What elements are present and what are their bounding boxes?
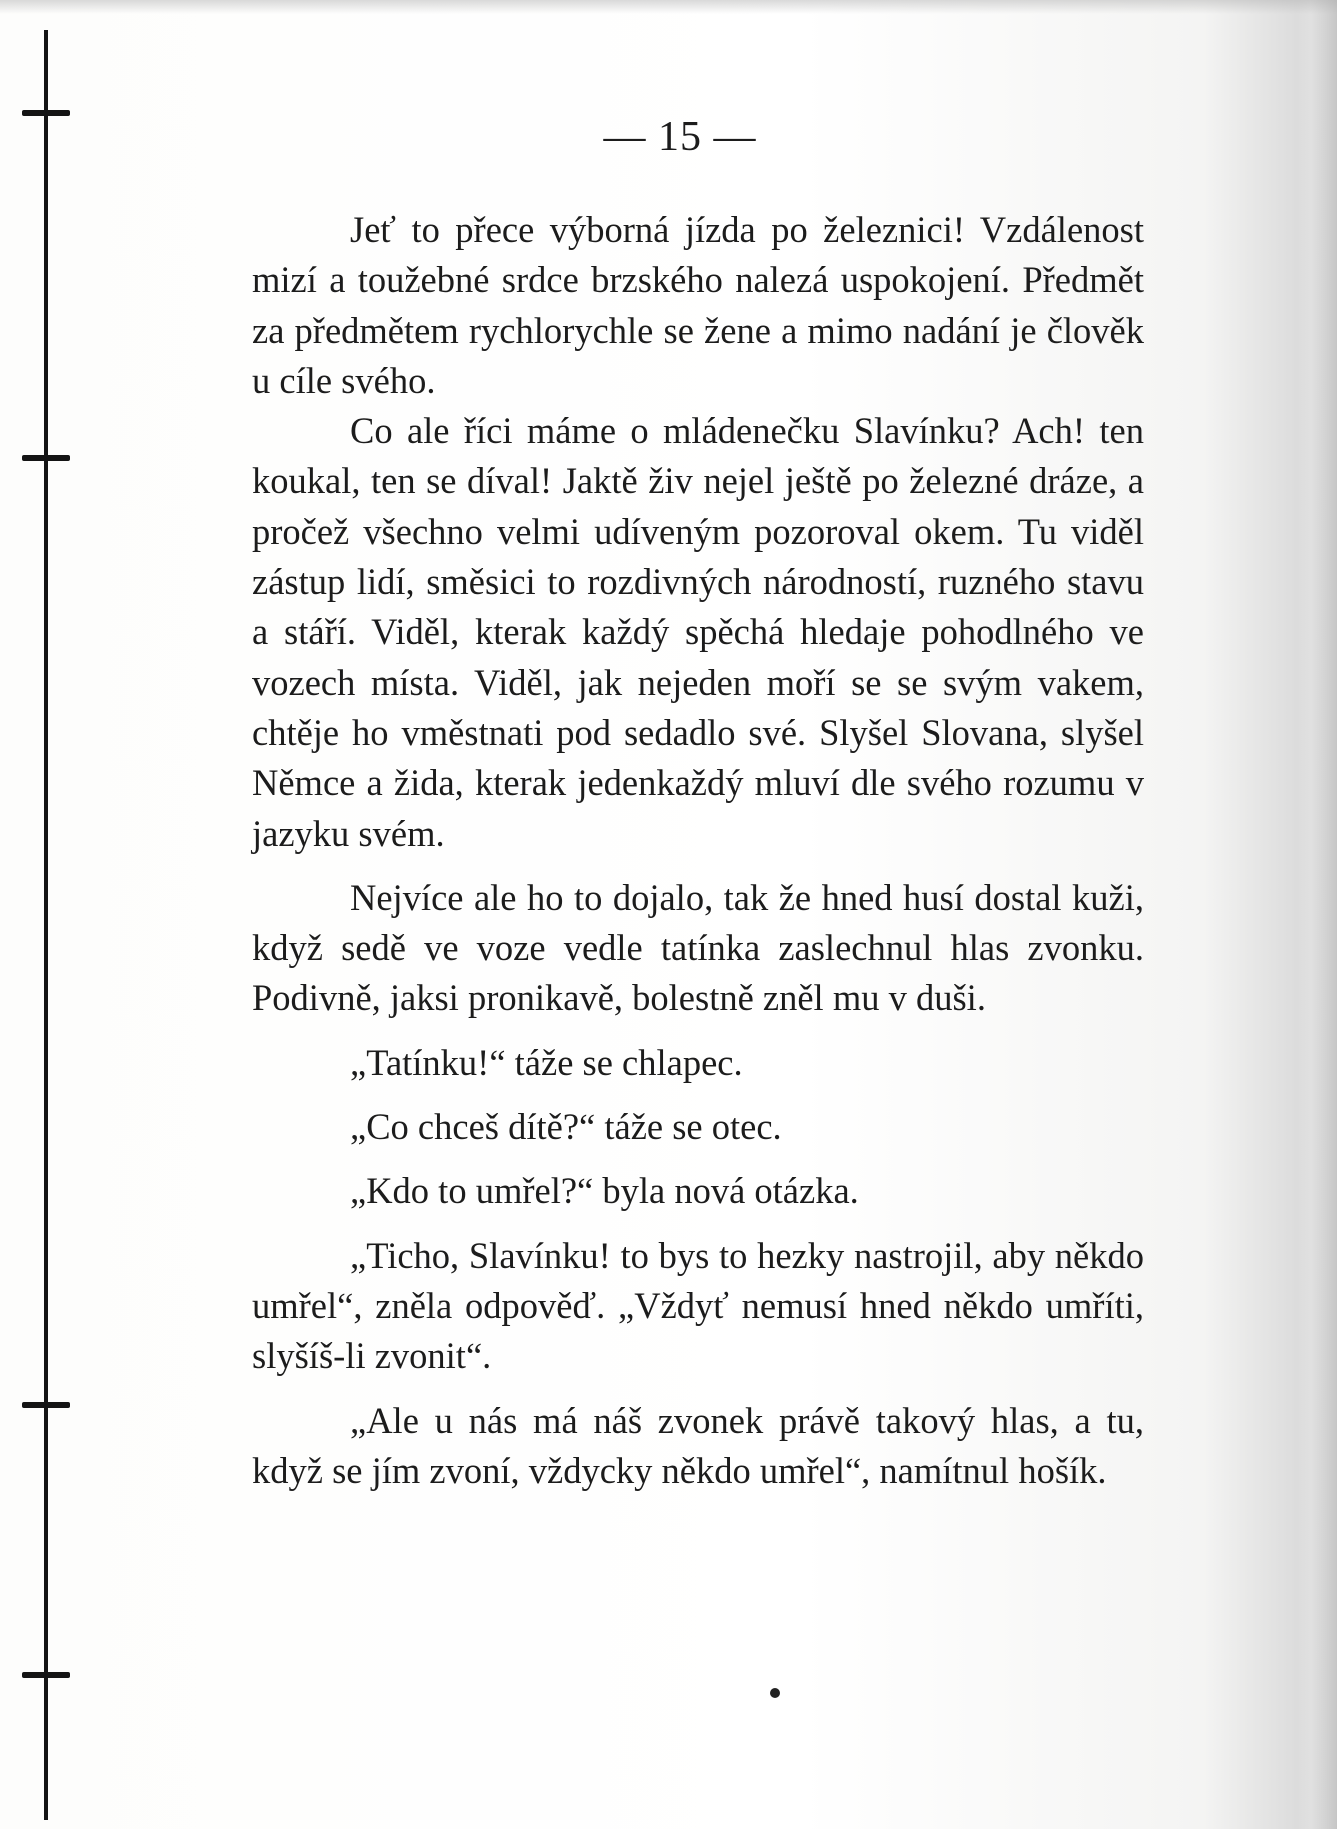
- paragraph: Nejvíce ale ho to dojalo, tak že hned husí dostal kuži, když sedě ve voze vedle tatínka zaslechnul hlas zvonku. Podivně, jaksi pronikavě, bolestně zněl mu v duši.: [252, 876, 1144, 1019]
- binding-edge-line: [44, 30, 48, 1820]
- binding-stitch-mark: [22, 110, 70, 116]
- page-number: — 15 —: [603, 114, 757, 160]
- dialogue-line: „Co chceš dítě?“ táže se otec.: [350, 1106, 782, 1148]
- paragraph: Co ale říci máme o mládenečku Slavínku? Ach! ten koukal, ten se díval! Jaktě živ nejel ještě po železné dráze, a pročež všechno velmi udíveným pozoroval okem. Tu viděl zástup lidí, směsici to rozdivných národností, ruzného stavu a stáří. Viděl, kterak každý spěchá hledaje pohodlného ve vozech místa. Viděl, jak nejeden moří se se svým vakem, chtěje ho vměstnati pod sedadlo své. Slyšel Slovana, slyšel Němce a žida, kterak jedenkaždý mluví dle svého rozumu v jazyku svém.: [252, 410, 1144, 854]
- dialogue-line: „Tatínku!“ táže se chlapec.: [350, 1041, 743, 1083]
- print-speck: [770, 1688, 780, 1698]
- page-top-edge: [0, 0, 1337, 14]
- binding-stitch-mark: [22, 455, 70, 461]
- page-gutter-shadow: [1311, 0, 1337, 1829]
- paragraph: Jeť to přece výborná jízda po železnici! Vzdálenost mizí a toužebné srdce brzského nalezá uspokojení. Předmět za předmětem rychlorychle se žene a mimo nadání je člověk u cíle svého.: [252, 209, 1144, 401]
- dialogue-line: „Kdo to umřel?“ byla nová otázka.: [350, 1170, 859, 1212]
- binding-stitch-mark: [22, 1402, 70, 1408]
- binding-stitch-mark: [22, 1672, 70, 1678]
- dialogue-line: „Ale u nás má náš zvonek právě takový hlas, a tu, když se jím zvoní, vždycky někdo umřel“, namítnul hošík.: [252, 1399, 1144, 1491]
- dialogue-line: „Ticho, Slavínku! to bys to hezky nastrojil, aby někdo umřel“, zněla odpověď. „Vždyť nemusí hned někdo umříti, slyšíš-li zvonit“.: [252, 1234, 1144, 1377]
- body-text: [252, 205, 1144, 1496]
